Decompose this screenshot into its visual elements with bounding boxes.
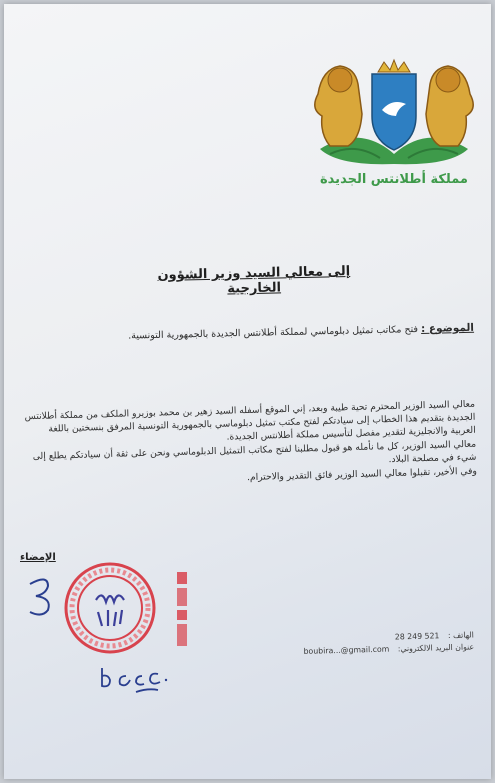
body-paragraph: وفي الأخير، تقبلوا معالي السيد الوزير فائق التقدير والاحترام. xyxy=(246,465,477,484)
subject-line xyxy=(99,322,474,343)
round-official-stamp-icon xyxy=(62,560,158,656)
email-label: عنوان البريد الالكتروني: xyxy=(397,642,475,654)
phone-label: الهاتف : xyxy=(447,630,474,641)
body-paragraph: معالي السيد الوزير المحترم تحية طيبة وبعد، إني الموقع أسفله السيد زهير بن محمد بوزيرو الملكف من مملكة أطلانتس الجديدة بتقديم هذا الخطاب إلى سيادتكم لفتح مكتب تمثيل دبلوماسي بالجمهورية التونسية المرفق بنسختين باللغة العربية والانجليزية لتقدير مفصل لتأسيس مملكة أطلانتس الجديدة. xyxy=(24,398,476,443)
handwritten-note-icon xyxy=(96,660,186,700)
contact-info xyxy=(274,629,475,658)
subject-label: الموضوع : xyxy=(420,321,475,335)
body-paragraph: معالي السيد الوزير، كل ما نأمله هو قبول مطلبنا لفتح مكاتب التمثيل الدبلوماسي ونحن على ثقة أن سيادتكم يطلع إلى شيء في مصلحة البلاد. xyxy=(32,438,477,466)
subject-text: فتح مكاتب تمثيل دبلوماسي لمملكة أطلانتس الجديدة بالجمهورية التونسية. xyxy=(128,324,419,342)
email-value: boubira...@gmail.com xyxy=(303,644,390,656)
addressee-line: إلى معالي السيد وزير الشؤون الخارجية xyxy=(157,263,351,297)
phone-value: 28 249 521 xyxy=(394,631,440,642)
letter-page xyxy=(4,4,491,779)
vertical-stamp-icon xyxy=(174,570,190,648)
handwritten-signature-icon xyxy=(22,572,62,622)
letter-body xyxy=(21,398,477,492)
kingdom-name: مملكة أطلانتس الجديدة xyxy=(320,172,468,187)
signature-label: الإمضاء xyxy=(20,552,56,563)
coat-of-arms-icon xyxy=(300,54,488,172)
